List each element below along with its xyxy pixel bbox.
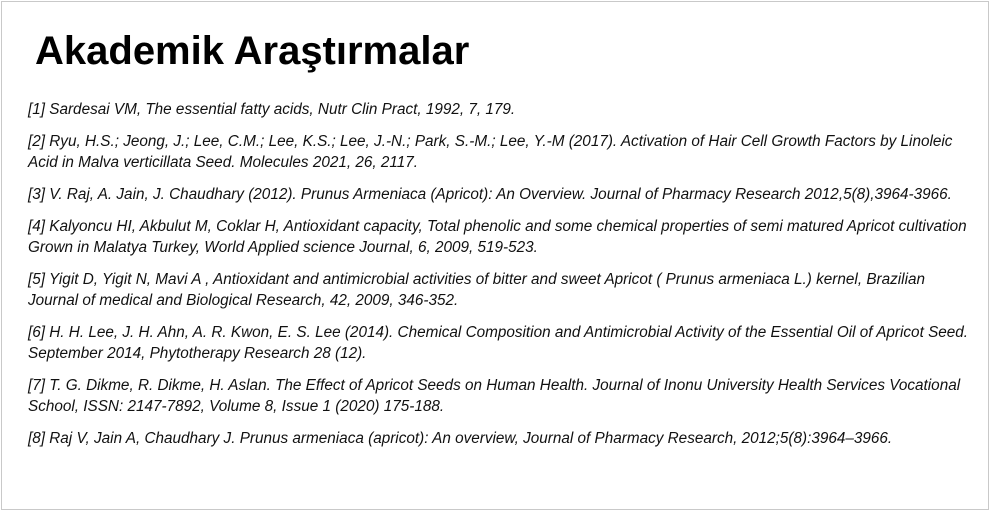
reference-item-3: [3] V. Raj, A. Jain, J. Chaudhary (2012). Prunus Armeniaca (Apricot): An Overview. Journal of Pharmacy Research 2012,5(8),3964-3966. xyxy=(28,186,952,203)
page-frame xyxy=(1,1,989,510)
page-title: Akademik Araştırmalar xyxy=(35,29,470,73)
reference-item-5: [5] Yigit D, Yigit N, Mavi A , Antioxidant and antimicrobial activities of bitter and sweet Apricot ( Prunus armeniaca L.) kernel, Brazilian Journal of medical and Biological Research, 42, 2009, 346-352. xyxy=(28,271,925,309)
reference-item-8: [8] Raj V, Jain A, Chaudhary J. Prunus armeniaca (apricot): An overview, Journal of Pharmacy Research, 2012;5(8):3964–3966. xyxy=(28,430,893,447)
reference-item-4: [4] Kalyoncu HI, Akbulut M, Coklar H, Antioxidant capacity, Total phenolic and some chemical properties of semi matured Apricot cultivation Grown in Malatya Turkey, World Applied science Journal, 6, 2009, 519-523. xyxy=(28,218,967,256)
reference-item-1: [1] Sardesai VM, The essential fatty acids, Nutr Clin Pract, 1992, 7, 179. xyxy=(28,101,516,118)
reference-item-7: [7] T. G. Dikme, R. Dikme, H. Aslan. The Effect of Apricot Seeds on Human Health. Journal of Inonu University Health Services Vocational School, ISSN: 2147-7892, Volume 8, Issue 1 (2020) 175-188. xyxy=(28,377,961,415)
reference-item-6: [6] H. H. Lee, J. H. Ahn, A. R. Kwon, E. S. Lee (2014). Chemical Composition and Antimicrobial Activity of the Essential Oil of Apricot Seed. September 2014, Phytotherapy Research 28 (12). xyxy=(28,324,969,362)
reference-item-2: [2] Ryu, H.S.; Jeong, J.; Lee, C.M.; Lee, K.S.; Lee, J.-N.; Park, S.-M.; Lee, Y.-M (2017). Activation of Hair Cell Growth Factors by Linoleic Acid in Malva verticillata Seed. Molecules 2021, 26, 2117. xyxy=(28,133,953,171)
reference-list xyxy=(28,99,973,460)
